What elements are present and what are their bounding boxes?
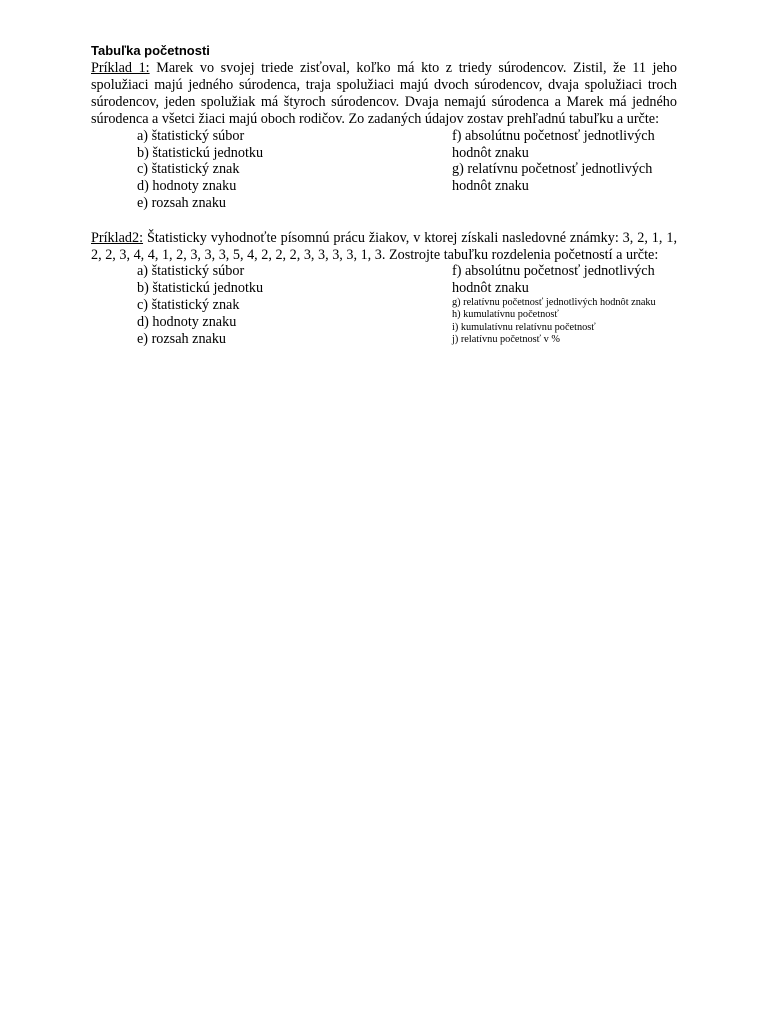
document-page: [91, 42, 677, 373]
example1-left-column: [137, 128, 263, 213]
example2-left-column: [137, 263, 263, 348]
list-item: j) relatívnu početnosť v %: [452, 333, 560, 345]
list-item: c) štatistický znak: [137, 297, 240, 314]
example2-text: Štatisticky vyhodnoťte písomnú prácu žiakov, v ktorej získali nasledovné známky: 3, 2, 1, 1, 2, 2, 3, 4, 4, 1, 2, 3, 3, 3, 5, 4, 2, 2, 2, 3, 3, 3, 3, 1, 3. Zostrojte tabuľku rozdelenia početností a určte:: [91, 229, 677, 263]
list-item: i) kumulatívnu relatívnu početnosť: [452, 321, 596, 333]
list-item: d) hodnoty znaku: [137, 178, 237, 195]
example1-paragraph: [91, 60, 677, 128]
example2-right-column: [452, 263, 682, 346]
list-item: a) štatistický súbor: [137, 263, 245, 280]
page-title: Tabuľka početnosti: [91, 43, 210, 58]
list-item: f) absolútnu početnosť jednotlivých hodnôt znaku: [452, 263, 655, 297]
list-item: b) štatistickú jednotku: [137, 280, 264, 297]
example1-text: Marek vo svojej triede zisťoval, koľko má kto z triedy súrodencov. Zistil, že 11 jeho spolužiaci majú jedného súrodenca, traja spolužiaci majú dvoch súrodencov, dvaja spolužiaci troch súrodencov, jeden spolužiak má štyroch súrodencov. Dvaja nemajú súrodenca a Marek má jedného súrodenca a všetci žiaci majú oboch rodičov. Zo zadaných údajov zostav prehľadnú tabuľku a určte:: [91, 60, 677, 127]
example1-task-list: [91, 128, 677, 213]
list-item: c) štatistický znak: [137, 161, 240, 178]
example2-label: Príklad2:: [91, 229, 144, 246]
list-item: b) štatistickú jednotku: [137, 144, 264, 161]
list-item: f) absolútnu početnosť jednotlivých hodnôt znaku: [452, 127, 655, 161]
list-item: a) štatistický súbor: [137, 127, 245, 144]
example1-label: Príklad 1:: [91, 60, 150, 76]
example2-task-list: [91, 263, 677, 373]
list-item: h) kumulatívnu početnosť: [452, 309, 559, 321]
example1-right-column: [452, 128, 682, 196]
list-item: d) hodnoty znaku: [137, 314, 237, 331]
list-item: e) rozsah znaku: [137, 331, 227, 348]
example2-paragraph: [91, 230, 677, 264]
list-item: e) rozsah znaku: [137, 195, 227, 212]
list-item: g) relatívnu početnosť jednotlivých hodnôt znaku: [452, 161, 653, 195]
list-item: g) relatívnu početnosť jednotlivých hodnôt znaku: [452, 297, 656, 309]
